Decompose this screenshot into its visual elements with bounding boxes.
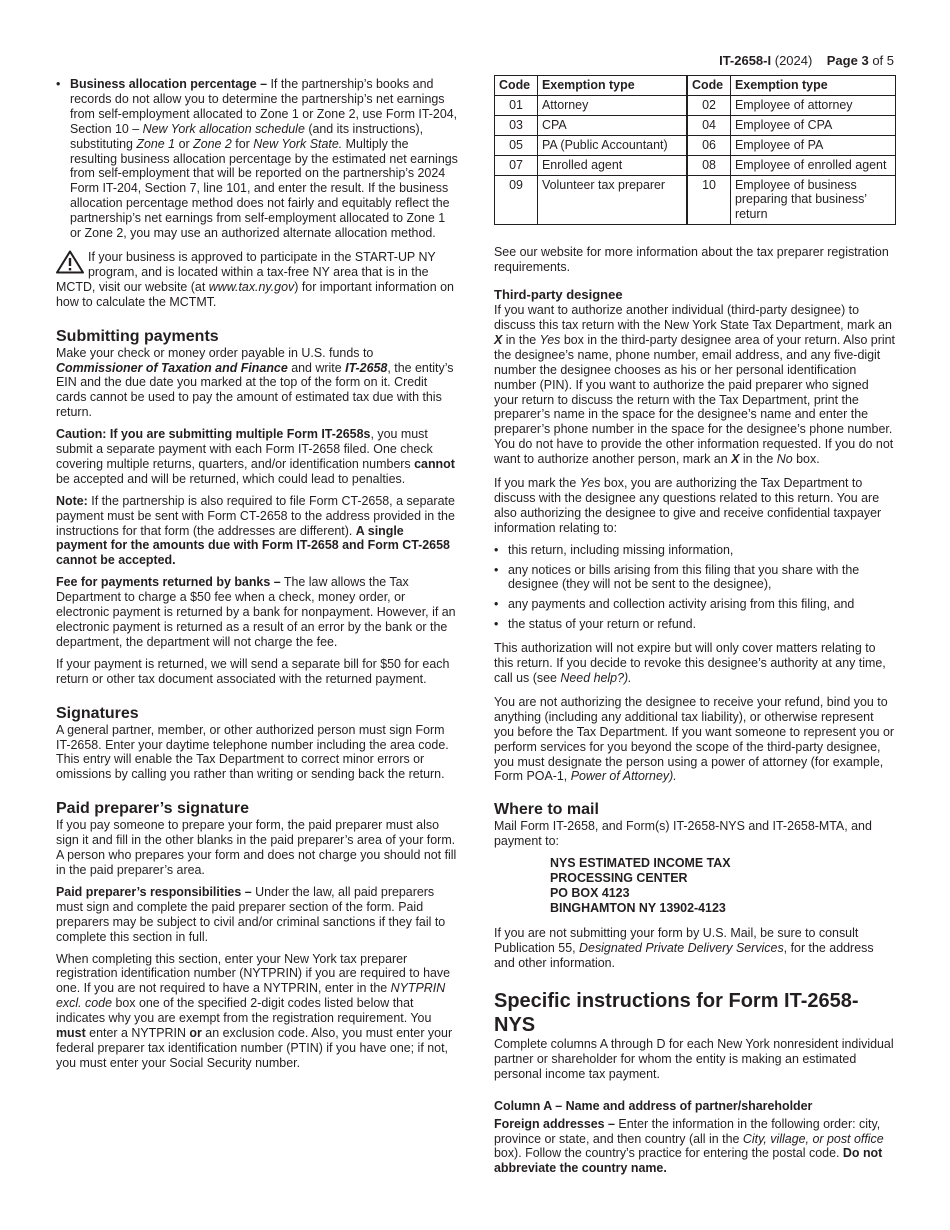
bullet-dot: • — [56, 77, 61, 91]
address-line: PROCESSING CENTER — [550, 871, 688, 886]
italic: NYTPRIN excl. code — [56, 981, 446, 1011]
responsibilities-lead: Paid preparer’s responsibilities – — [56, 884, 252, 899]
emphasis: or — [189, 1026, 202, 1041]
bullet-dot: • — [494, 597, 499, 612]
table-cell: Employee of business preparing that business’ return — [731, 175, 896, 225]
bap-text: If the partnership’s books and records do not allow you to determine the partnership’s net earnings from self-employment allocated to Zone 1 or Zone 2, use Form IT-204, Section 10 – — [70, 77, 458, 136]
bap-lead: Business allocation percentage – — [70, 77, 267, 91]
emphasis: cannot — [414, 456, 455, 471]
table-row — [495, 135, 896, 155]
table-cell: Employee of enrolled agent — [731, 155, 896, 175]
text: , for the address and other information. — [494, 941, 874, 970]
mailing-address — [550, 856, 896, 916]
text: Make your check or money order payable in U.S. funds to — [56, 345, 374, 360]
website-paragraph: See our website for more information about the tax preparer registration requirements. — [494, 245, 889, 275]
table-cell: Employee of PA — [731, 135, 896, 155]
right-column — [494, 75, 896, 1183]
tpd-paragraph-2 — [494, 476, 896, 536]
fee-lead: Fee for payments returned by banks – — [56, 575, 281, 590]
table-row — [495, 115, 896, 135]
mark-x: X — [731, 452, 740, 467]
table-cell: 01 — [495, 95, 538, 115]
returned-paragraph: If your payment is returned, we will send a separate bill for $50 for each return or other tax document associated with the returned payment. — [56, 656, 450, 686]
text: This authorization will not expire but will only cover matters relating to this return. If you decide to revoke this designee’s authority at any time, call us (see — [494, 641, 886, 685]
text: , you must submit a separate payment with each Form IT-2658 filed. One check covering multiple returns, quarters, and/or identification numbers — [56, 427, 433, 471]
table-row — [495, 95, 896, 115]
caution-paragraph — [56, 427, 458, 487]
table-cell: CPA — [538, 115, 688, 135]
website-link-text: www.tax.ny.gov — [208, 279, 295, 294]
table-header: Code — [687, 76, 731, 96]
text: , the entity’s EIN and the due date you marked at the top of the form on it. Credit cards cannot be used to pay the amount of estimated tax due with this return. — [56, 360, 454, 420]
list-item-text: this return, including missing information, — [508, 542, 734, 557]
italic: City, village, or post office — [742, 1131, 884, 1146]
column-a-heading: Column A – Name and address of partner/shareholder — [494, 1098, 813, 1113]
bap-italic: New York allocation schedule — [142, 121, 305, 136]
startup-text: If your business is approved to participate in the START-UP NY program, and is located within a tax-free NY area that is in the MCTD, visit our website (at — [56, 249, 436, 294]
table-cell: 09 — [495, 175, 538, 225]
table-cell: 07 — [495, 155, 538, 175]
preparer-paragraph: If you pay someone to prepare your form, the paid preparer must also sign it and fill in the other blanks in the paid preparer’s area of your form. A person who prepares your form and does not charge you should not fill in the paid preparer’s area. — [56, 818, 457, 877]
table-row — [495, 175, 896, 225]
italic: Yes — [579, 476, 601, 491]
note-lead: Note: — [56, 493, 88, 508]
table-cell: 03 — [495, 115, 538, 135]
where-to-mail-heading: Where to mail — [494, 801, 599, 819]
tpd-paragraph-1 — [494, 303, 896, 467]
submitting-heading: Submitting payments — [56, 327, 219, 345]
emphasis: A single payment for the amounts due with Form IT-2658 and Form CT-2658 cannot be accepted. — [56, 523, 450, 568]
startup-text: ) for important information on how to calculate the MCTMT. — [56, 279, 454, 309]
table-cell: 08 — [687, 155, 731, 175]
form-ref: IT-2658 — [345, 360, 388, 375]
form-year: (2024) — [774, 53, 813, 68]
bap-text: for — [231, 136, 254, 151]
text: If you are not submitting your form by U.S. Mail, be sure to consult Publication 55, — [494, 926, 859, 956]
bap-italic: Zone 1 — [136, 136, 176, 151]
text: If you mark the — [494, 476, 580, 491]
text: enter a NYTPRIN — [85, 1026, 190, 1041]
text: When completing this section, enter your New York tax preparer registration identification number (NYTPRIN) if you are required to have one. If you are not required to have a NYTPRIN, enter in the — [56, 951, 451, 996]
text: in the — [739, 452, 777, 467]
bap-text: Multiply the resulting business allocation percentage by the estimated net earnings from self-employment that will be reported on the partnership’s 2024 Form IT-204, Section 7, line 101, and enter the result. If the business allocation percentage method does not fairly and equitably reflect the partnership’s net earnings from self-employment allocated to Zone 1 or Zone 2, you may use an authorized alternate allocation method. — [70, 136, 458, 241]
italic: Need help?). — [560, 671, 632, 685]
caution-lead: Caution: If you are submitting multiple Form IT-2658s — [56, 427, 371, 442]
specific-instructions-heading: Specific instructions for Form IT-2658-NYS — [494, 989, 859, 1036]
mail-paragraph: Mail Form IT-2658, and Form(s) IT-2658-NYS and IT-2658-MTA, and payment to: — [494, 819, 872, 849]
page-of: of 5 — [872, 53, 894, 68]
address-line: PO BOX 4123 — [550, 886, 630, 901]
list-item — [494, 617, 896, 632]
mark-x: X — [494, 332, 503, 347]
bap-text: (and its instructions), substituting — [70, 121, 424, 151]
foreign-lead: Foreign addresses – — [494, 1116, 615, 1131]
list-item — [494, 597, 896, 612]
table-cell: 06 — [687, 135, 731, 155]
startup-paragraph — [56, 250, 458, 310]
bullet-dot: • — [494, 617, 499, 632]
table-cell: Volunteer tax preparer — [538, 175, 688, 225]
text: box one of the specified 2-digit codes listed below that indicates why you are exempt from the registration requirement. You — [56, 996, 432, 1026]
page-label: Page 3 — [826, 53, 869, 68]
table-header: Exemption type — [538, 76, 688, 96]
table-cell: 04 — [687, 115, 731, 135]
text: an exclusion code. Also, you must enter your federal preparer tax identification number (PTIN) if you have one; if not, you must enter your Social Security number. — [56, 1026, 453, 1070]
preparer-heading: Paid preparer’s signature — [56, 800, 249, 818]
text: and write — [287, 360, 346, 375]
startup-note — [56, 250, 458, 310]
fee-paragraph — [56, 575, 458, 650]
text: If you want to authorize another individual (third-party designee) to discuss this tax return with the New York State Tax Department, mark an — [494, 303, 892, 332]
specific-paragraph: Complete columns A through D for each New York nonresident individual partner or shareholder for whom the entity is making an estimated personal income tax payment. — [494, 1036, 894, 1081]
list-item-text: any notices or bills arising from this filing that you share with the designee (they will not be sent to the designee), — [508, 562, 860, 592]
text: The law allows the Tax Department to charge a $50 fee when a check, money order, or electronic payment is returned by a bank for nonpayment. However, if an electronic payment is returned as a result of an error by the bank or the department, the department will not charge the fee. — [56, 575, 456, 649]
text: be accepted and will be returned, which could lead to penalties. — [56, 471, 406, 486]
italic: Yes — [539, 332, 561, 347]
table-cell: 02 — [687, 95, 731, 115]
exemption-code-table — [494, 75, 896, 225]
table-header: Code — [495, 76, 538, 96]
bullet-dot: • — [494, 542, 499, 557]
tpd-paragraph-4 — [494, 695, 896, 784]
mail-paragraph-2 — [494, 926, 896, 971]
emphasis: Do not abbreviate the country name. — [494, 1146, 883, 1176]
table-cell: Attorney — [538, 95, 688, 115]
tpd-paragraph-3 — [494, 641, 896, 686]
table-row — [495, 155, 896, 175]
nytprin-paragraph — [56, 952, 458, 1071]
bap-bullet — [56, 77, 458, 241]
left-column — [56, 77, 458, 1078]
text: box, you are authorizing the Tax Department to discuss with the designee any questions related to this return. You are also authorizing the designee to give and receive confidential taxpayer information relating to: — [494, 476, 882, 535]
foreign-address-paragraph — [494, 1117, 896, 1177]
table-cell: 10 — [687, 175, 731, 225]
table-header: Exemption type — [731, 76, 896, 96]
emphasis: must — [56, 1026, 86, 1041]
payee: Commissioner of Taxation and Finance — [56, 360, 288, 375]
table-cell: 05 — [495, 135, 538, 155]
text: You are not authorizing the designee to receive your refund, bind you to anything (including any additional tax liability), or otherwise represent you before the Tax Department. If you want someone to represent you or perform services for you beyond the scope of the third-party designee, you must designate the person using a power of attorney (for example, Form POA-1, — [494, 694, 895, 784]
tpd-heading: Third-party designee — [494, 287, 623, 303]
address-line: NYS ESTIMATED INCOME TAX — [550, 856, 731, 871]
bap-italic: Zone 2 — [193, 136, 232, 151]
signatures-paragraph: A general partner, member, or other authorized person must sign Form IT-2658. Enter your daytime telephone number including the area code. This entry will enable the Tax Department to correct minor errors or omissions by calling you rather than writing or sending back the return. — [56, 722, 449, 782]
bap-text: or — [175, 136, 194, 151]
responsibilities-paragraph — [56, 885, 458, 945]
table-cell: Enrolled agent — [538, 155, 688, 175]
submitting-paragraph — [56, 346, 458, 421]
text: Under the law, all paid preparers must sign and complete the paid preparer section of the form. Paid preparers may be subject to civil and/or criminal sanctions if they fail to complete this section in full. — [56, 884, 446, 944]
list-item-text: any payments and collection activity arising from this filing, and — [508, 597, 855, 612]
text: box. — [792, 452, 820, 467]
table-header-row — [495, 76, 896, 96]
text: Enter the information in the following order: city, province or state, and then country (all in the — [494, 1116, 881, 1146]
italic: Power of Attorney). — [570, 769, 677, 784]
italic: No — [776, 452, 793, 467]
note-paragraph — [56, 494, 458, 569]
list-item — [494, 543, 896, 558]
signatures-heading: Signatures — [56, 704, 139, 722]
text: in the — [502, 332, 540, 347]
table-cell: Employee of CPA — [731, 115, 896, 135]
list-item-text: the status of your return or refund. — [508, 617, 697, 632]
address-line: BINGHAMTON NY 13902-4123 — [550, 901, 726, 916]
table-cell: PA (Public Accountant) — [538, 135, 688, 155]
bullet-dot: • — [494, 562, 499, 577]
bap-italic: New York State. — [253, 136, 343, 151]
text: If the partnership is also required to file Form CT-2658, a separate payment must be sent with Form CT-2658 to the address provided in the instructions for that form (the addresses are different). — [56, 493, 455, 538]
italic: Designated Private Delivery Services — [579, 941, 784, 956]
table-cell: Employee of attorney — [731, 95, 896, 115]
text: box). Follow the country’s practice for entering the postal code. — [494, 1146, 843, 1161]
warning-icon — [56, 250, 86, 274]
text: box in the third-party designee area of your return. Also print the designee’s name, phone number, email address, and any five-digit number the designee chooses as his or her personal identification number (PIN). If you want to authorize the paid preparer who signed your return to discuss the return with the Tax Department, print the preparer’s name in the space for the designee’s name and enter the preparer’s phone number in the space for the designee’s phone number. You do not have to provide the other information requested. If you do not want to authorize another person, mark an — [494, 332, 896, 467]
list-item — [494, 563, 896, 593]
bap-paragraph — [70, 77, 458, 241]
page-header — [719, 53, 894, 69]
form-id: IT-2658-I — [719, 53, 772, 68]
